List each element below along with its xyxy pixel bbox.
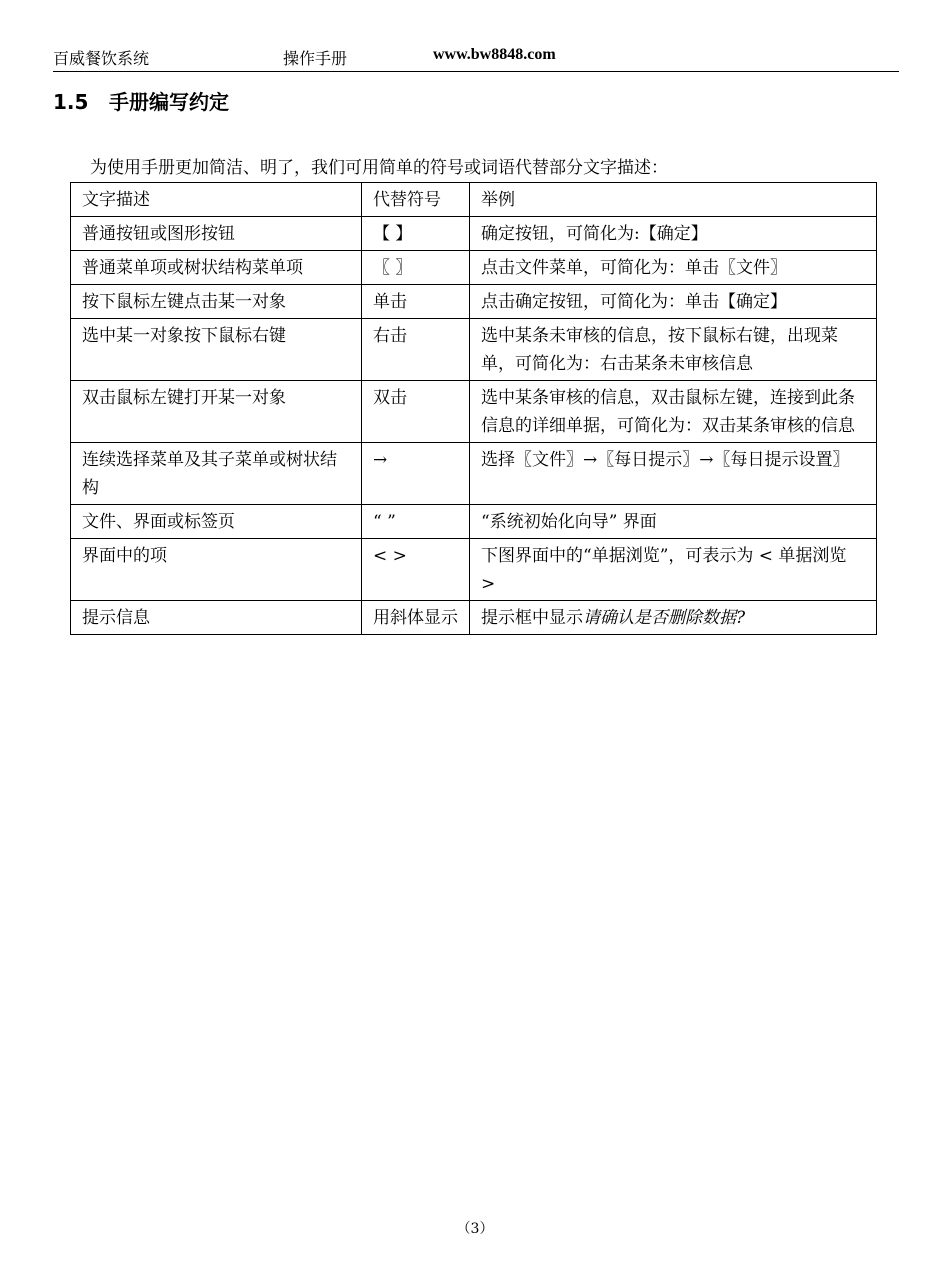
- cell-example: 选择〖文件〗→〖每日提示〗→〖每日提示设置〗: [470, 443, 877, 505]
- table-row: [71, 601, 877, 635]
- header-cell-desc: 文字描述: [71, 183, 362, 217]
- table-header-row: [71, 183, 877, 217]
- cell-example: 点击确定按钮，可简化为：单击【确定】: [470, 285, 877, 319]
- cell-desc: 按下鼠标左键点击某一对象: [71, 285, 362, 319]
- cell-symbol: 双击: [362, 381, 470, 443]
- page-number: （3）: [456, 1221, 494, 1237]
- cell-symbol: →: [362, 443, 470, 505]
- cell-desc: 双击鼠标左键打开某一对象: [71, 381, 362, 443]
- cell-example: 点击文件菜单，可简化为：单击〖文件〗: [470, 251, 877, 285]
- cell-desc: 文件、界面或标签页: [71, 505, 362, 539]
- header-url: www.bw8848.com: [433, 46, 556, 63]
- cell-desc: 提示信息: [71, 601, 362, 635]
- conventions-table: [70, 182, 877, 635]
- header-cell-symbol: 代替符号: [362, 183, 470, 217]
- cell-desc: 连续选择菜单及其子菜单或树状结构: [71, 443, 362, 505]
- cell-symbol: < >: [362, 539, 470, 601]
- cell-symbol: 右击: [362, 319, 470, 381]
- table-row: [71, 285, 877, 319]
- section-number: 1.5: [53, 90, 89, 114]
- cell-symbol: 〖 〗: [362, 251, 470, 285]
- cell-symbol: 单击: [362, 285, 470, 319]
- cell-desc: 界面中的项: [71, 539, 362, 601]
- page-header: [53, 46, 899, 70]
- cell-example: 确定按钮，可简化为:【确定】: [470, 217, 877, 251]
- cell-symbol: 【 】: [362, 217, 470, 251]
- cell-symbol: “ ”: [362, 505, 470, 539]
- table-row: [71, 381, 877, 443]
- table-row: [71, 251, 877, 285]
- cell-example: 选中某条未审核的信息，按下鼠标右键，出现菜单，可简化为：右击某条未审核信息: [470, 319, 877, 381]
- example-prefix: 提示框中显示: [481, 608, 583, 628]
- cell-desc: 普通菜单项或树状结构菜单项: [71, 251, 362, 285]
- cell-example: 下图界面中的“单据浏览”，可表示为 < 单据浏览 >: [470, 539, 877, 601]
- cell-symbol: 用斜体显示: [362, 601, 470, 635]
- table-row: [71, 539, 877, 601]
- header-cell-example: 举例: [470, 183, 877, 217]
- table-row: [71, 217, 877, 251]
- table-row: [71, 443, 877, 505]
- cell-example: 选中某条审核的信息，双击鼠标左键，连接到此条信息的详细单据，可简化为：双击某条审核的信息: [470, 381, 877, 443]
- header-app-name: 百威餐饮系统: [53, 49, 150, 68]
- intro-paragraph: 为使用手册更加简洁、明了，我们可用简单的符号或词语代替部分文字描述：: [90, 158, 668, 178]
- section-heading: [53, 86, 229, 115]
- header-manual: 操作手册: [283, 49, 348, 68]
- table-row: [71, 505, 877, 539]
- table-row: [71, 319, 877, 381]
- cell-desc: 普通按钮或图形按钮: [71, 217, 362, 251]
- cell-desc: 选中某一对象按下鼠标右键: [71, 319, 362, 381]
- example-italic-prompt: 请确认是否删除数据?: [583, 608, 746, 628]
- header-divider: [53, 71, 899, 72]
- section-title: 手册编写约定: [109, 90, 229, 114]
- cell-example: [470, 601, 877, 635]
- cell-example: “系统初始化向导” 界面: [470, 505, 877, 539]
